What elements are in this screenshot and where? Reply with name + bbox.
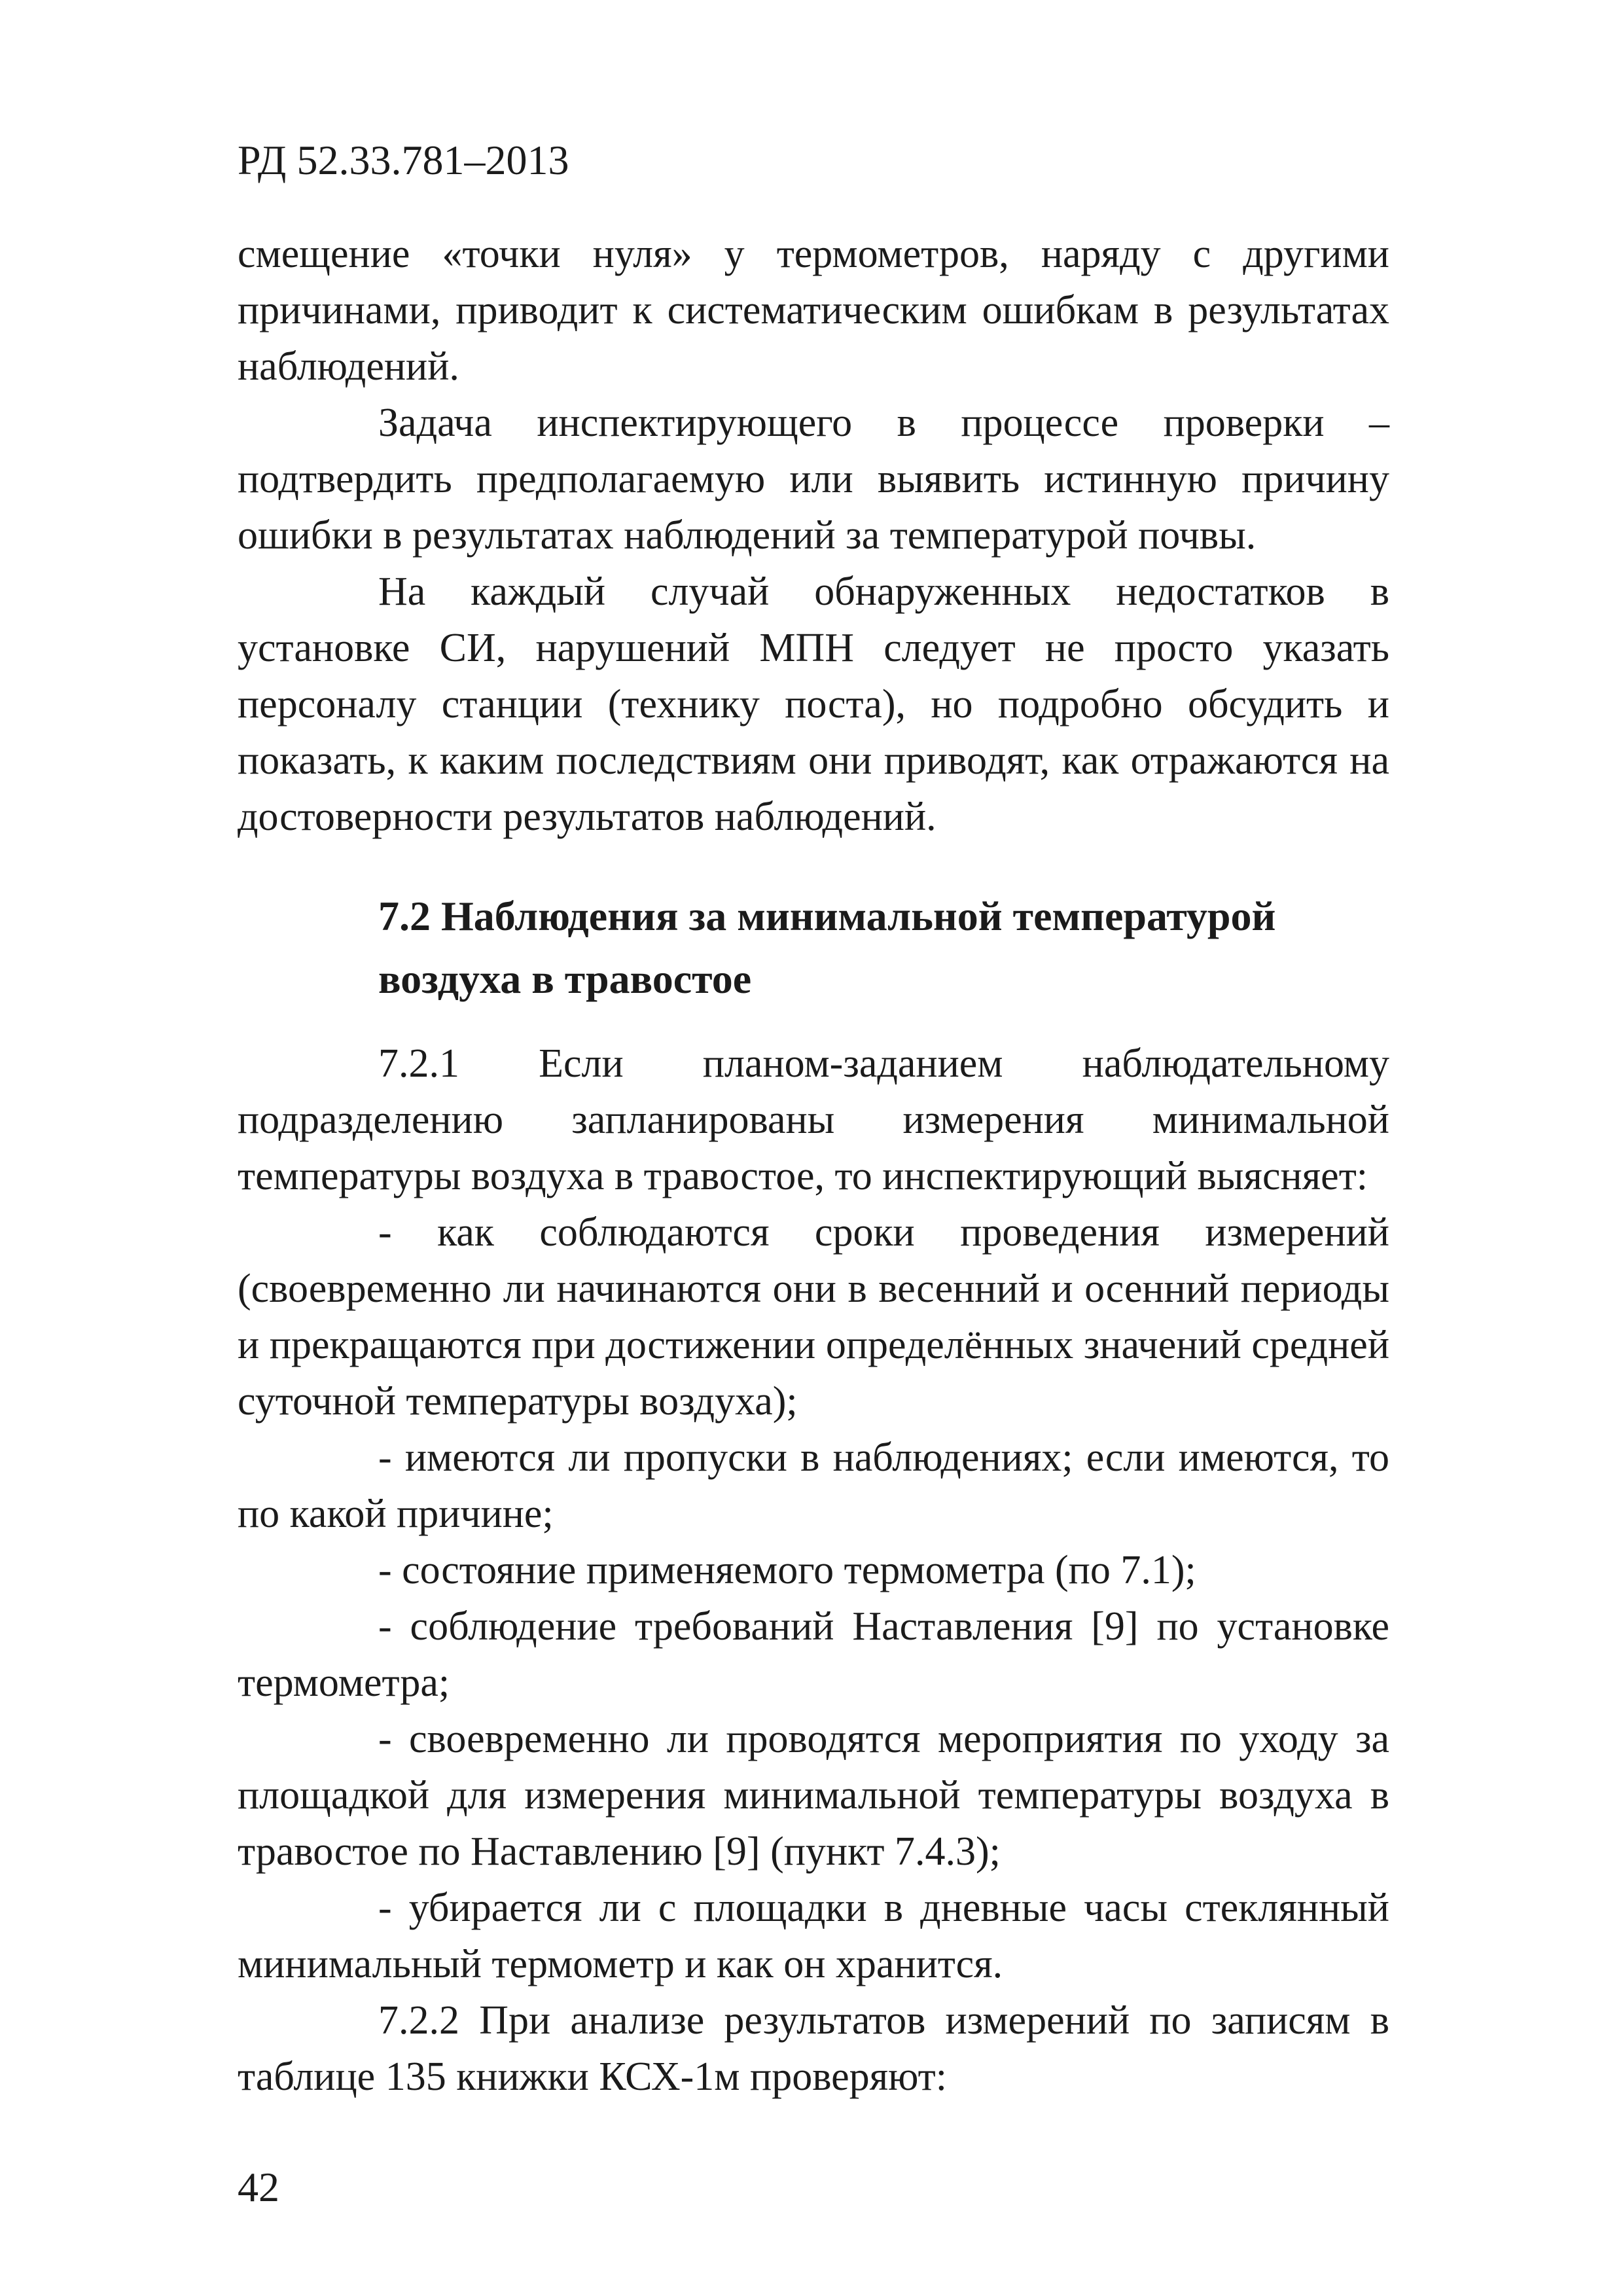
task-paragraph: Задача инспектирующего в процессе проверки – подтвердить предполагаемую или выявить истинную причину ошибки в результатах наблюдений за температурой почвы. [238, 401, 1389, 558]
paragraph-7-2-1: 7.2.1 Если планом-заданием наблюдательному подразделению запланированы измерения минимальной температуры воздуха в травостое, то инспектирующий выясняет: [238, 1041, 1389, 1198]
paragraph-7-2-2: 7.2.2 При анализе результатов измерений по записям в таблице 135 книжки КСХ-1м проверяют: [238, 1998, 1389, 2099]
list-item: - соблюдение требований Наставления [9] по установке термометра; [238, 1604, 1389, 1705]
document-header: РД 52.33.781–2013 [238, 137, 569, 183]
section-body [238, 1035, 1389, 2105]
section-heading: 7.2 Наблюдения за минимальной температурой воздуха в травостое [378, 893, 1276, 1002]
intro-text-block [238, 226, 1389, 845]
list-item: - как соблюдаются сроки проведения измерений (своевременно ли начинаются они в весенний и осенний периоды и прекращаются при достижении определённых значений средней суточной температуры воздуха); [238, 1210, 1389, 1424]
list-item: - имеются ли пропуски в наблюдениях; если имеются, то по какой причине; [238, 1435, 1389, 1536]
each-case-paragraph: На каждый случай обнаруженных недостатков в установке СИ, нарушений МПН следует не просто указать персоналу станции (технику поста), но подробно обсудить и показать, к каким последствиям они приводят, как отражаются на достоверности результатов наблюдений. [238, 569, 1389, 839]
page-number: 42 [238, 2164, 279, 2210]
list-item: - своевременно ли проводятся мероприятия по уходу за площадкой для измерения минимальной температуры воздуха в травостое по Наставлению [9] (пункт 7.4.3); [238, 1717, 1389, 1874]
continuation-paragraph: смещение «точки нуля» у термометров, наряду с другими причинами, приводит к систематическим ошибкам в результатах наблюдений. [238, 232, 1389, 389]
list-item: - состояние применяемого термометра (по 7.1); [378, 1548, 1196, 1592]
list-item: - убирается ли с площадки в дневные часы стеклянный минимальный термометр и как он хранится. [238, 1886, 1389, 1986]
